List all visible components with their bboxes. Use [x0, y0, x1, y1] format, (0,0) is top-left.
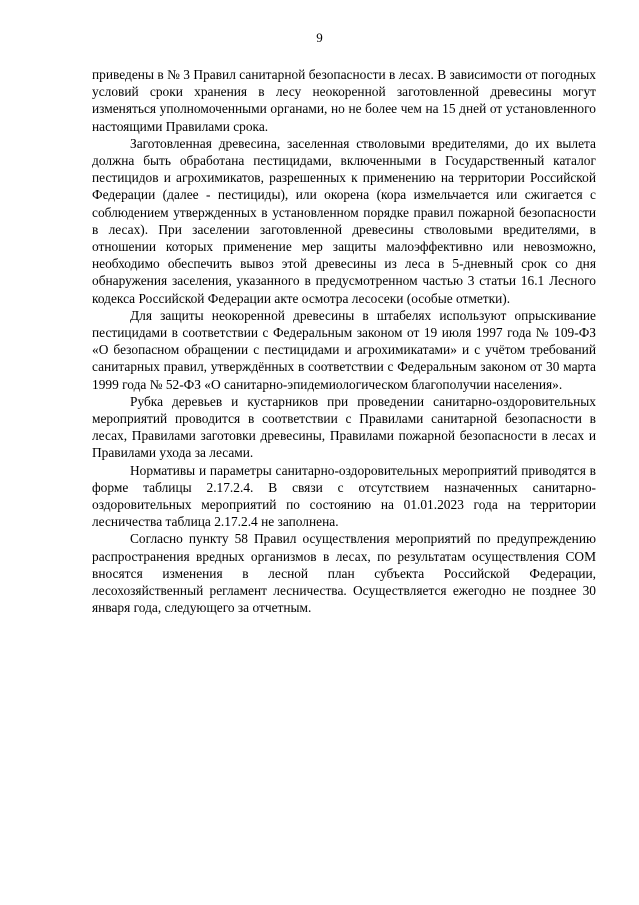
paragraph: приведены в № 3 Правил санитарной безопасности в лесах. В зависимости от погодных условий сроки хранения в лесу неокоренной заготовленной древесины могут изменяться уполномоченными органами, но не более чем на 15 дней от установленного настоящими Правилами срока.	[92, 67, 596, 134]
paragraph: Нормативы и параметры санитарно-оздоровительных мероприятий приводятся в форме таблицы 2.17.2.4. В связи с отсутствием назначенных санитарно-оздоровительных мероприятий по состоянию на 01.01.2023 года на территории лесничества таблица 2.17.2.4 не заполнена.	[92, 462, 596, 530]
paragraph: Рубка деревьев и кустарников при проведении санитарно-оздоровительных мероприятий проводится в соответствии с Правилами санитарной безопасности в лесах, Правилами заготовки древесины, Правилами пожарной безопасности в лесах и Правилами ухода за лесами.	[92, 393, 596, 461]
paragraph: Согласно пункту 58 Правил осуществления мероприятий по предупреждению распространения вредных организмов в лесах, по результатам осуществления СОМ вносятся изменения в лесной план субъекта Российской Федерации, лесохозяйственный регламент лесничества. Осуществляется ежегодно не позднее 30 января года, следующего за отчетным.	[92, 531, 596, 616]
page-number: 9	[316, 30, 323, 45]
paragraph: Заготовленная древесина, заселенная стволовыми вредителями, до их вылета должна быть обработана пестицидами, включенными в Государственный каталог пестицидов и агрохимикатов, разрешенных к применению на территории Российской Федерации (далее - пестициды), или окорена (кора измельчается или сжигается с соблюдением утвержденных в установленном порядке правил пожарной безопасности в лесах). При заселении заготовленной древесины стволовыми вредителями, в отношении которых применение мер защиты малоэффективно или невозможно, необходимо обеспечить вывоз этой древесины из леса в 5-дневный срок со дня обнаружения заселения, указанного в предусмотренном частью 3 статьи 16.1 Лесного кодекса Российской Федерации акте осмотра лесосеки (особые отметки).	[92, 135, 596, 306]
paragraph: Для защиты неокоренной древесины в штабелях используют опрыскивание пестицидами в соответствии с Федеральным законом от 19 июля 1997 года № 109-ФЗ «О безопасном обращении с пестицидами и агрохимикатами» и с учётом требований санитарных правил, утверждённых в соответствии с Федеральным законом от 30 марта 1999 года № 52-ФЗ «О санитарно-эпидемиологическом благополучии населения».	[92, 307, 596, 392]
document-body	[92, 66, 596, 617]
